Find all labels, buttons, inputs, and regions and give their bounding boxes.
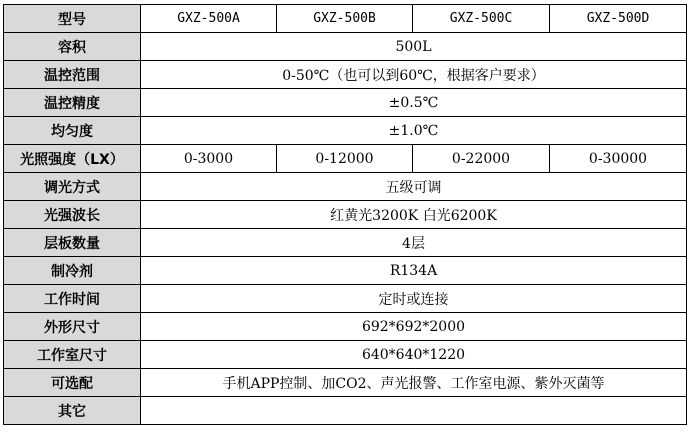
light-intensity-d: 0-30000 <box>550 145 687 173</box>
row-label: 光强波长 <box>4 201 141 229</box>
table-row <box>4 201 687 229</box>
table-row <box>4 173 687 201</box>
row-label: 均匀度 <box>4 117 141 145</box>
row-label: 外形尺寸 <box>4 313 141 341</box>
row-label: 可选配 <box>4 369 141 397</box>
row-value: 692*692*2000 <box>141 313 687 341</box>
row-value: 500L <box>141 33 687 61</box>
row-label: 工作室尺寸 <box>4 341 141 369</box>
row-value: 640*640*1220 <box>141 341 687 369</box>
header-row <box>4 5 687 33</box>
row-label: 光照强度（LX） <box>4 145 141 173</box>
row-value: ±1.0℃ <box>141 117 687 145</box>
table-row <box>4 229 687 257</box>
table-row <box>4 341 687 369</box>
light-intensity-a: 0-3000 <box>141 145 277 173</box>
light-intensity-b: 0-12000 <box>277 145 413 173</box>
row-value: 红黄光3200K 白光6200K <box>141 201 687 229</box>
model-gxz-500d: GXZ-500D <box>550 5 687 33</box>
row-value: 手机APP控制、加CO2、声光报警、工作室电源、紫外灭菌等 <box>141 369 687 397</box>
table-row <box>4 61 687 89</box>
row-label: 其它 <box>4 397 141 425</box>
table-row <box>4 257 687 285</box>
model-gxz-500b: GXZ-500B <box>277 5 413 33</box>
table-row <box>4 285 687 313</box>
row-label: 制冷剂 <box>4 257 141 285</box>
table-row <box>4 89 687 117</box>
model-gxz-500a: GXZ-500A <box>141 5 277 33</box>
row-label: 温控精度 <box>4 89 141 117</box>
table-row <box>4 313 687 341</box>
row-label: 工作时间 <box>4 285 141 313</box>
light-intensity-c: 0-22000 <box>413 145 550 173</box>
row-value: R134A <box>141 257 687 285</box>
row-label: 容积 <box>4 33 141 61</box>
spec-table-container <box>3 4 687 425</box>
table-row <box>4 33 687 61</box>
row-value: 4层 <box>141 229 687 257</box>
row-label: 温控范围 <box>4 61 141 89</box>
row-label: 层板数量 <box>4 229 141 257</box>
row-value: 0-50℃（也可以到60℃，根据客户要求） <box>141 61 687 89</box>
row-label: 调光方式 <box>4 173 141 201</box>
table-row <box>4 145 687 173</box>
model-gxz-500c: GXZ-500C <box>413 5 550 33</box>
row-value <box>141 397 687 425</box>
table-row <box>4 369 687 397</box>
row-value: ±0.5℃ <box>141 89 687 117</box>
row-value: 五级可调 <box>141 173 687 201</box>
model-header-label: 型号 <box>4 5 141 33</box>
spec-table <box>3 4 687 425</box>
row-value: 定时或连接 <box>141 285 687 313</box>
table-row <box>4 397 687 425</box>
table-row <box>4 117 687 145</box>
